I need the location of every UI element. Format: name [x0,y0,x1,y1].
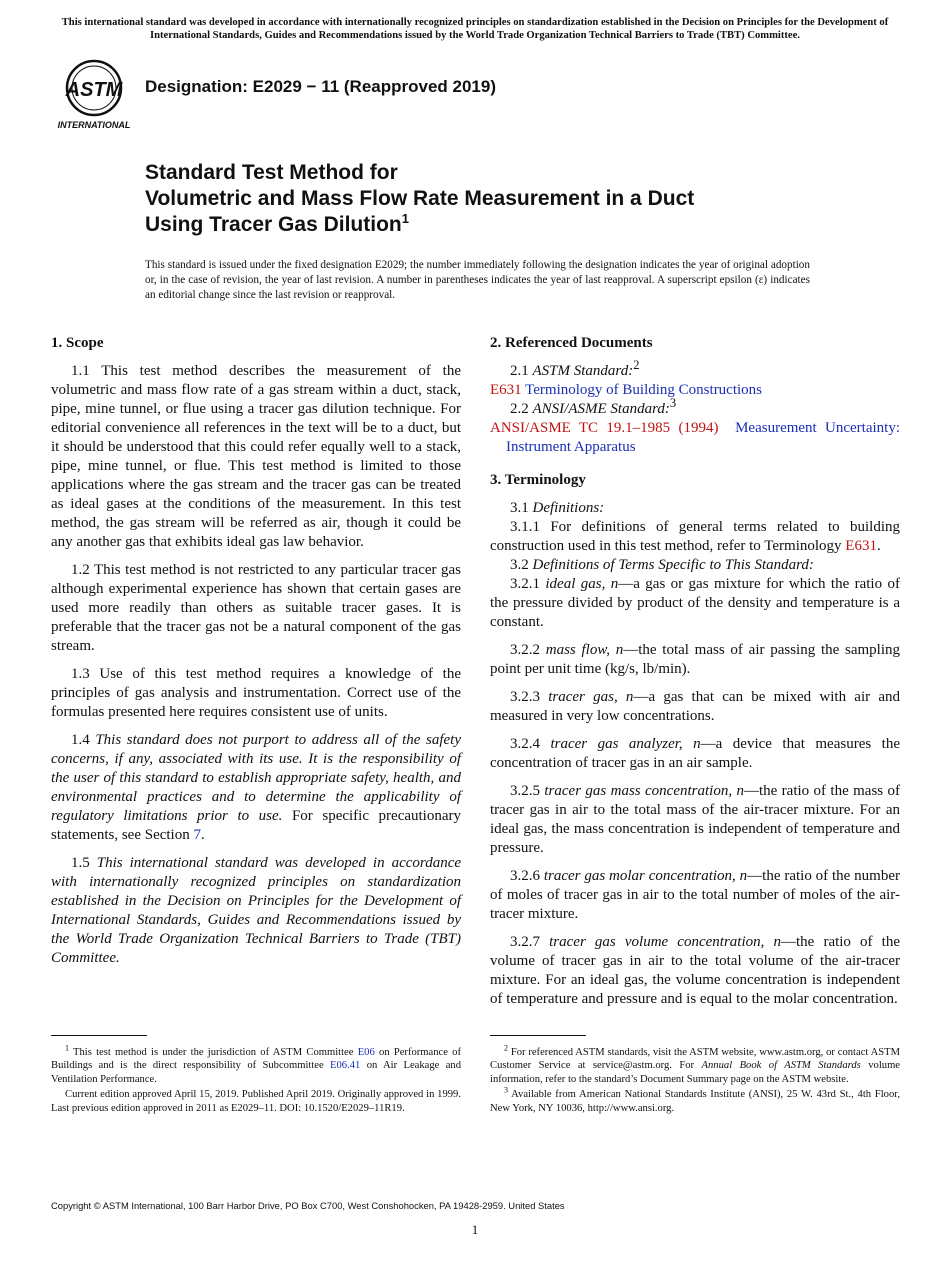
term-num: 3.2.3 [510,689,540,705]
term-name: tracer gas, n [548,689,634,705]
ref-ansi [490,419,900,457]
footnote-2-a: For referenced ASTM standards, visit the ASTM website, www.astm.org, or contact ASTM Customer Service at service@astm.org. For [490,1047,901,1072]
astm-logo-subtext: INTERNATIONAL [57,120,131,130]
refdocs-heading: 2. Referenced Documents [490,335,653,351]
footnote-rule-left [51,1035,147,1036]
terminology-3-1-label: Definitions: [532,500,605,516]
term-tracer-gas-analyzer [490,735,900,773]
terminology-3-1-1: 3.1.1 For definitions of general terms related to building construction used in this test method, refer to Terminology E631. [490,519,900,554]
term-def: —the ratio of the number of moles of tracer gas in air to the total number of moles of the air-tracer mixture. [490,868,900,922]
title-line-3: Using Tracer Gas Dilution [145,213,402,236]
terminology-3-2-num: 3.2 [510,557,529,573]
term-num: 3.2.1 [510,576,540,592]
term-mass-concentration [490,782,900,858]
footnote-3-mark: 3 [504,1085,508,1095]
terminology-3-1 [490,499,900,518]
refdocs-2-1 [490,358,900,381]
footnote-1-b: on Performance of Buildings and is the direct responsibility of Subcommittee [51,1047,461,1072]
footnote-3-text: Available from American National Standards Institute (ANSI), 25 W. 43rd St., 4th Floor, New York, NY 10036, http://www.ansi.org. [490,1089,900,1114]
term-def: —a device that measures the concentration of tracer gas in an air sample. [490,736,900,771]
astm-logo [54,56,134,132]
title-line-1: Standard Test Method for [145,161,398,184]
term-def: —a gas or gas mixture for which the ratio of the pressure divided by product of the density and temperature is a constant. [490,576,900,630]
e631-link[interactable]: E631 [490,382,522,398]
refdocs-2-2-num: 2.2 [510,401,529,417]
term-num: 3.2.7 [510,934,540,950]
footnote-2-italic: Annual Book of ASTM Standards [701,1060,861,1072]
term-num: 3.2.4 [510,736,540,752]
term-def: —the total mass of air passing the sampling point per unit time (kg/s, lb/min). [490,642,901,677]
footnotes-right [490,1043,901,1117]
ansi-link[interactable]: ANSI/ASME TC 19.1–1985 (1994) [490,420,719,436]
term-name: tracer gas analyzer, n [550,736,701,752]
term-num: 3.2.6 [510,868,540,884]
footnote-1 [51,1043,461,1086]
footnote-3 [490,1085,900,1115]
document-title [145,160,694,238]
e0641-link[interactable]: E06.41 [330,1060,361,1072]
scope-1-4: 1.4 This standard does not purport to address all of the safety concerns, if any, associated with its use. It is the responsibility of the user of this standard to establish appropriate safety, health, and environmental practices and to determine the applicability of regulatory limitations prior to use. For specific precautionary statements, see Section 7. [51,732,462,843]
term-def: —the ratio of the volume of tracer gas in air to the total volume of the air-tracer mixture. For an ideal gas, the volume concentration is independent of temperature and pressure and is equal to the molar concentration. [490,934,901,1007]
scope-1-1: 1.1 This test method describes the measurement of the volumetric and mass flow rate of a gas stream within a duct, stack, pipe, mine tunnel, or flue using a tracer gas dilution technique. For editorial convenience all references in the text will be to a duct, but it should be understood that this could refer equally well to a stack, pipe, mine tunnel, or flue. This test method is limited to those applications where the gas stream and the tracer gas can be treated as ideal gases at the conditions of the measurement. In this test method, the gas stream will be referred as air, though it could be any another gas that exhibits ideal gas law behavior. [51,363,461,550]
refdocs-2-2-sup: 3 [669,396,677,410]
footnote-2-mark: 2 [504,1043,508,1053]
term-def: —the ratio of the mass of tracer gas in air to the total mass of the air-tracer mixture. For an ideal gas, the mass concentration is independent of temperature and pressure. [490,783,900,856]
term-num: 3.2.5 [510,783,540,799]
term-name: ideal gas, n [545,576,619,592]
term-tracer-gas [490,688,900,726]
term-name: mass flow, n [545,642,624,658]
footnote-2 [490,1043,901,1086]
scope-1-5 [51,854,461,968]
scope-1-4-num: 1.4 [71,732,90,748]
refdocs-2-2-label: ANSI/ASME Standard: [532,401,670,417]
footnote-rule-right [490,1035,586,1036]
term-molar-concentration [490,867,900,924]
copyright: Copyright © ASTM International, 100 Barr Harbor Drive, PO Box C700, West Conshohocken, PA 19428-2959. United States [51,1200,565,1211]
footnote-1-a: This test method is under the jurisdiction of ASTM Committee [73,1047,354,1058]
term-ideal-gas [490,575,900,632]
terminology-3-2 [490,556,900,575]
refdocs-2-1-sup: 2 [633,358,640,372]
astm-logo-text: ASTM [65,79,123,101]
term-name: tracer gas molar concentration, n [543,868,748,884]
right-column [490,330,900,1018]
ansi-title-link[interactable]: Measurement Uncertainty: Instrument Apparatus [506,420,901,455]
scope-1-3: 1.3 Use of this test method requires a knowledge of the principles of gas analysis and instrumentation. Correct use of the formulas presented here requires consistent use of units. [51,666,461,720]
scope-1-2: 1.2 This test method is not restricted to any particular tracer gas although experimental experience has shown that certain gases are used more readily than others as suitable tracer gases. It is preferable that the tracer gas not be a natural component of the gas stream. [51,562,461,654]
e631-title-link[interactable]: Terminology of Building Constructions [525,382,763,398]
top-notice: This international standard was developed in accordance with internationally recognized principles on standardization established in the Decision on Principles for the Development of International Standards, Guides and Recommendations issued by the World Trade Organization Technical Barriers to Trade (TBT) Committee. [61,17,889,41]
footnote-2-b: volume information, refer to the standard’s Document Summary page on the ASTM website. [490,1060,901,1085]
ref-e631 [490,381,900,400]
terminology-heading: 3. Terminology [490,472,586,488]
term-num: 3.2.2 [510,642,540,658]
footnote-1-c: on Air Leakage and Ventilation Performance. [51,1060,461,1085]
left-column [51,330,461,977]
scope-1-4-rest: For specific precautionary statements, see Section [51,808,462,843]
scope-1-4-italic: This standard does not purport to address all of the safety concerns, if any, associated with its use. It is the responsibility of the user of this standard to establish appropriate safety, health, and environmental practices and to determine the applicability of regulatory limitations prior to use. [51,732,462,824]
term-mass-flow [490,641,900,679]
issue-note: This standard is issued under the fixed designation E2029; the number immediately following the designation indicates the year of original adoption or, in the case of revision, the year of last revision. A number in parentheses indicates the year of last reapproval. A superscript epsilon (ε) indicates an editorial change since the last revision or reapproval. [145,259,810,301]
scope-heading: 1. Scope [51,335,104,351]
page-number: 1 [471,1222,479,1237]
title-footnote-mark: 1 [401,211,409,226]
scope-1-5-num: 1.5 [71,855,90,871]
designation: Designation: E2029 − 11 (Reapproved 2019) [145,77,497,96]
refdocs-2-1-num: 2.1 [510,363,529,379]
scope-1-5-italic: This international standard was developed in accordance with internationally recognized principles on standardization established in the Decision on Principles for the Development of International Standards, Guides and Recommendations issued by the World Trade Organization Technical Barriers to Trade (TBT) Committee. [51,855,462,966]
e06-link[interactable]: E06 [357,1047,375,1058]
section-7-link[interactable]: 7 [193,827,201,843]
term-volume-concentration [490,933,900,1009]
term-name: tracer gas mass concentration, n [544,783,744,799]
terminology-3-1-num: 3.1 [510,500,529,516]
e631-term-link[interactable]: E631 [845,538,877,554]
refdocs-2-2 [490,396,900,419]
footnotes-left [51,1043,461,1117]
term-def: —a gas that can be mixed with air and measured in very low concentrations. [490,689,901,724]
refdocs-2-1-label: ASTM Standard: [532,363,634,379]
terminology-3-1-1-text: 3.1.1 For definitions of general terms related to building construction used in this test method, refer to Terminology [490,519,900,554]
footnote-edition: Current edition approved April 15, 2019. Published April 2019. Originally approved in 1999. Last previous edition approved in 2011 as E2029–11. DOI: 10.1520/E2029–11R19. [51,1089,461,1114]
title-line-2: Volumetric and Mass Flow Rate Measurement in a Duct [145,187,695,210]
terminology-3-2-label: Definitions of Terms Specific to This Standard: [532,557,814,573]
term-name: tracer gas volume concentration, n [549,934,781,950]
footnote-1-mark: 1 [65,1043,69,1053]
